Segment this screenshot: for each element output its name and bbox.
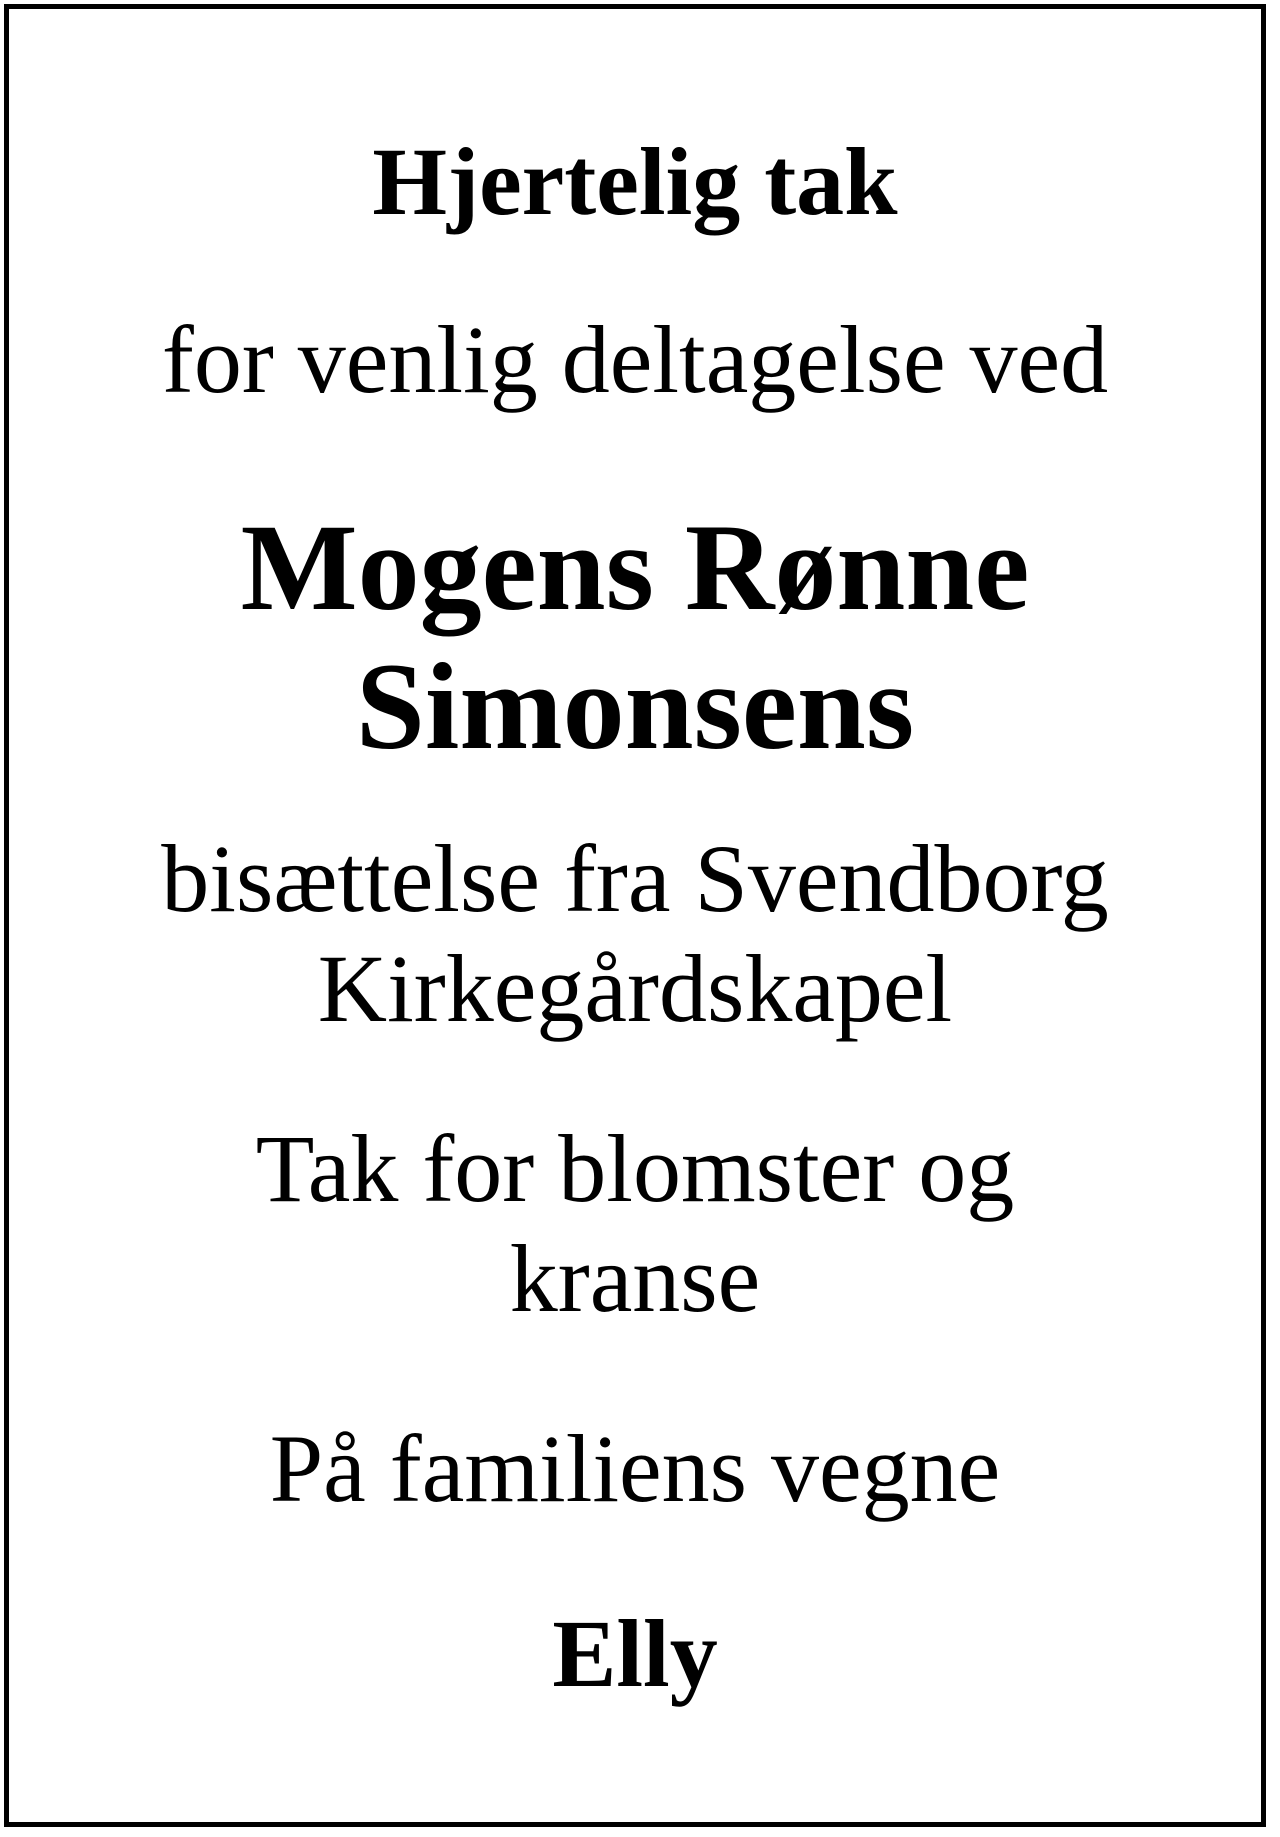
ceremony-line-1: bisættelse fra Svendborg — [161, 825, 1109, 932]
on-behalf-label: På familiens vegne — [269, 1415, 1001, 1522]
flowers-thanks-line-2: kranse — [509, 1225, 761, 1333]
ceremony-text — [9, 824, 1261, 1045]
notice-frame — [4, 4, 1266, 1827]
notice-heading — [9, 127, 1261, 237]
notice-intro — [9, 305, 1261, 415]
flowers-thanks-line-1: Tak for blomster og — [255, 1115, 1015, 1222]
deceased-name-line-1: Mogens Rønne — [240, 499, 1030, 636]
deceased-name-line-2: Simonsens — [355, 637, 915, 775]
intro-text: for venlig deltagelse ved — [161, 306, 1109, 413]
signature — [9, 1599, 1261, 1709]
flowers-thanks — [9, 1114, 1261, 1335]
on-behalf-text — [9, 1414, 1261, 1524]
signature-name: Elly — [552, 1600, 718, 1707]
deceased-name — [9, 499, 1261, 777]
heading-text: Hjertelig tak — [372, 128, 898, 235]
ceremony-line-2: Kirkegårdskapel — [317, 935, 953, 1043]
